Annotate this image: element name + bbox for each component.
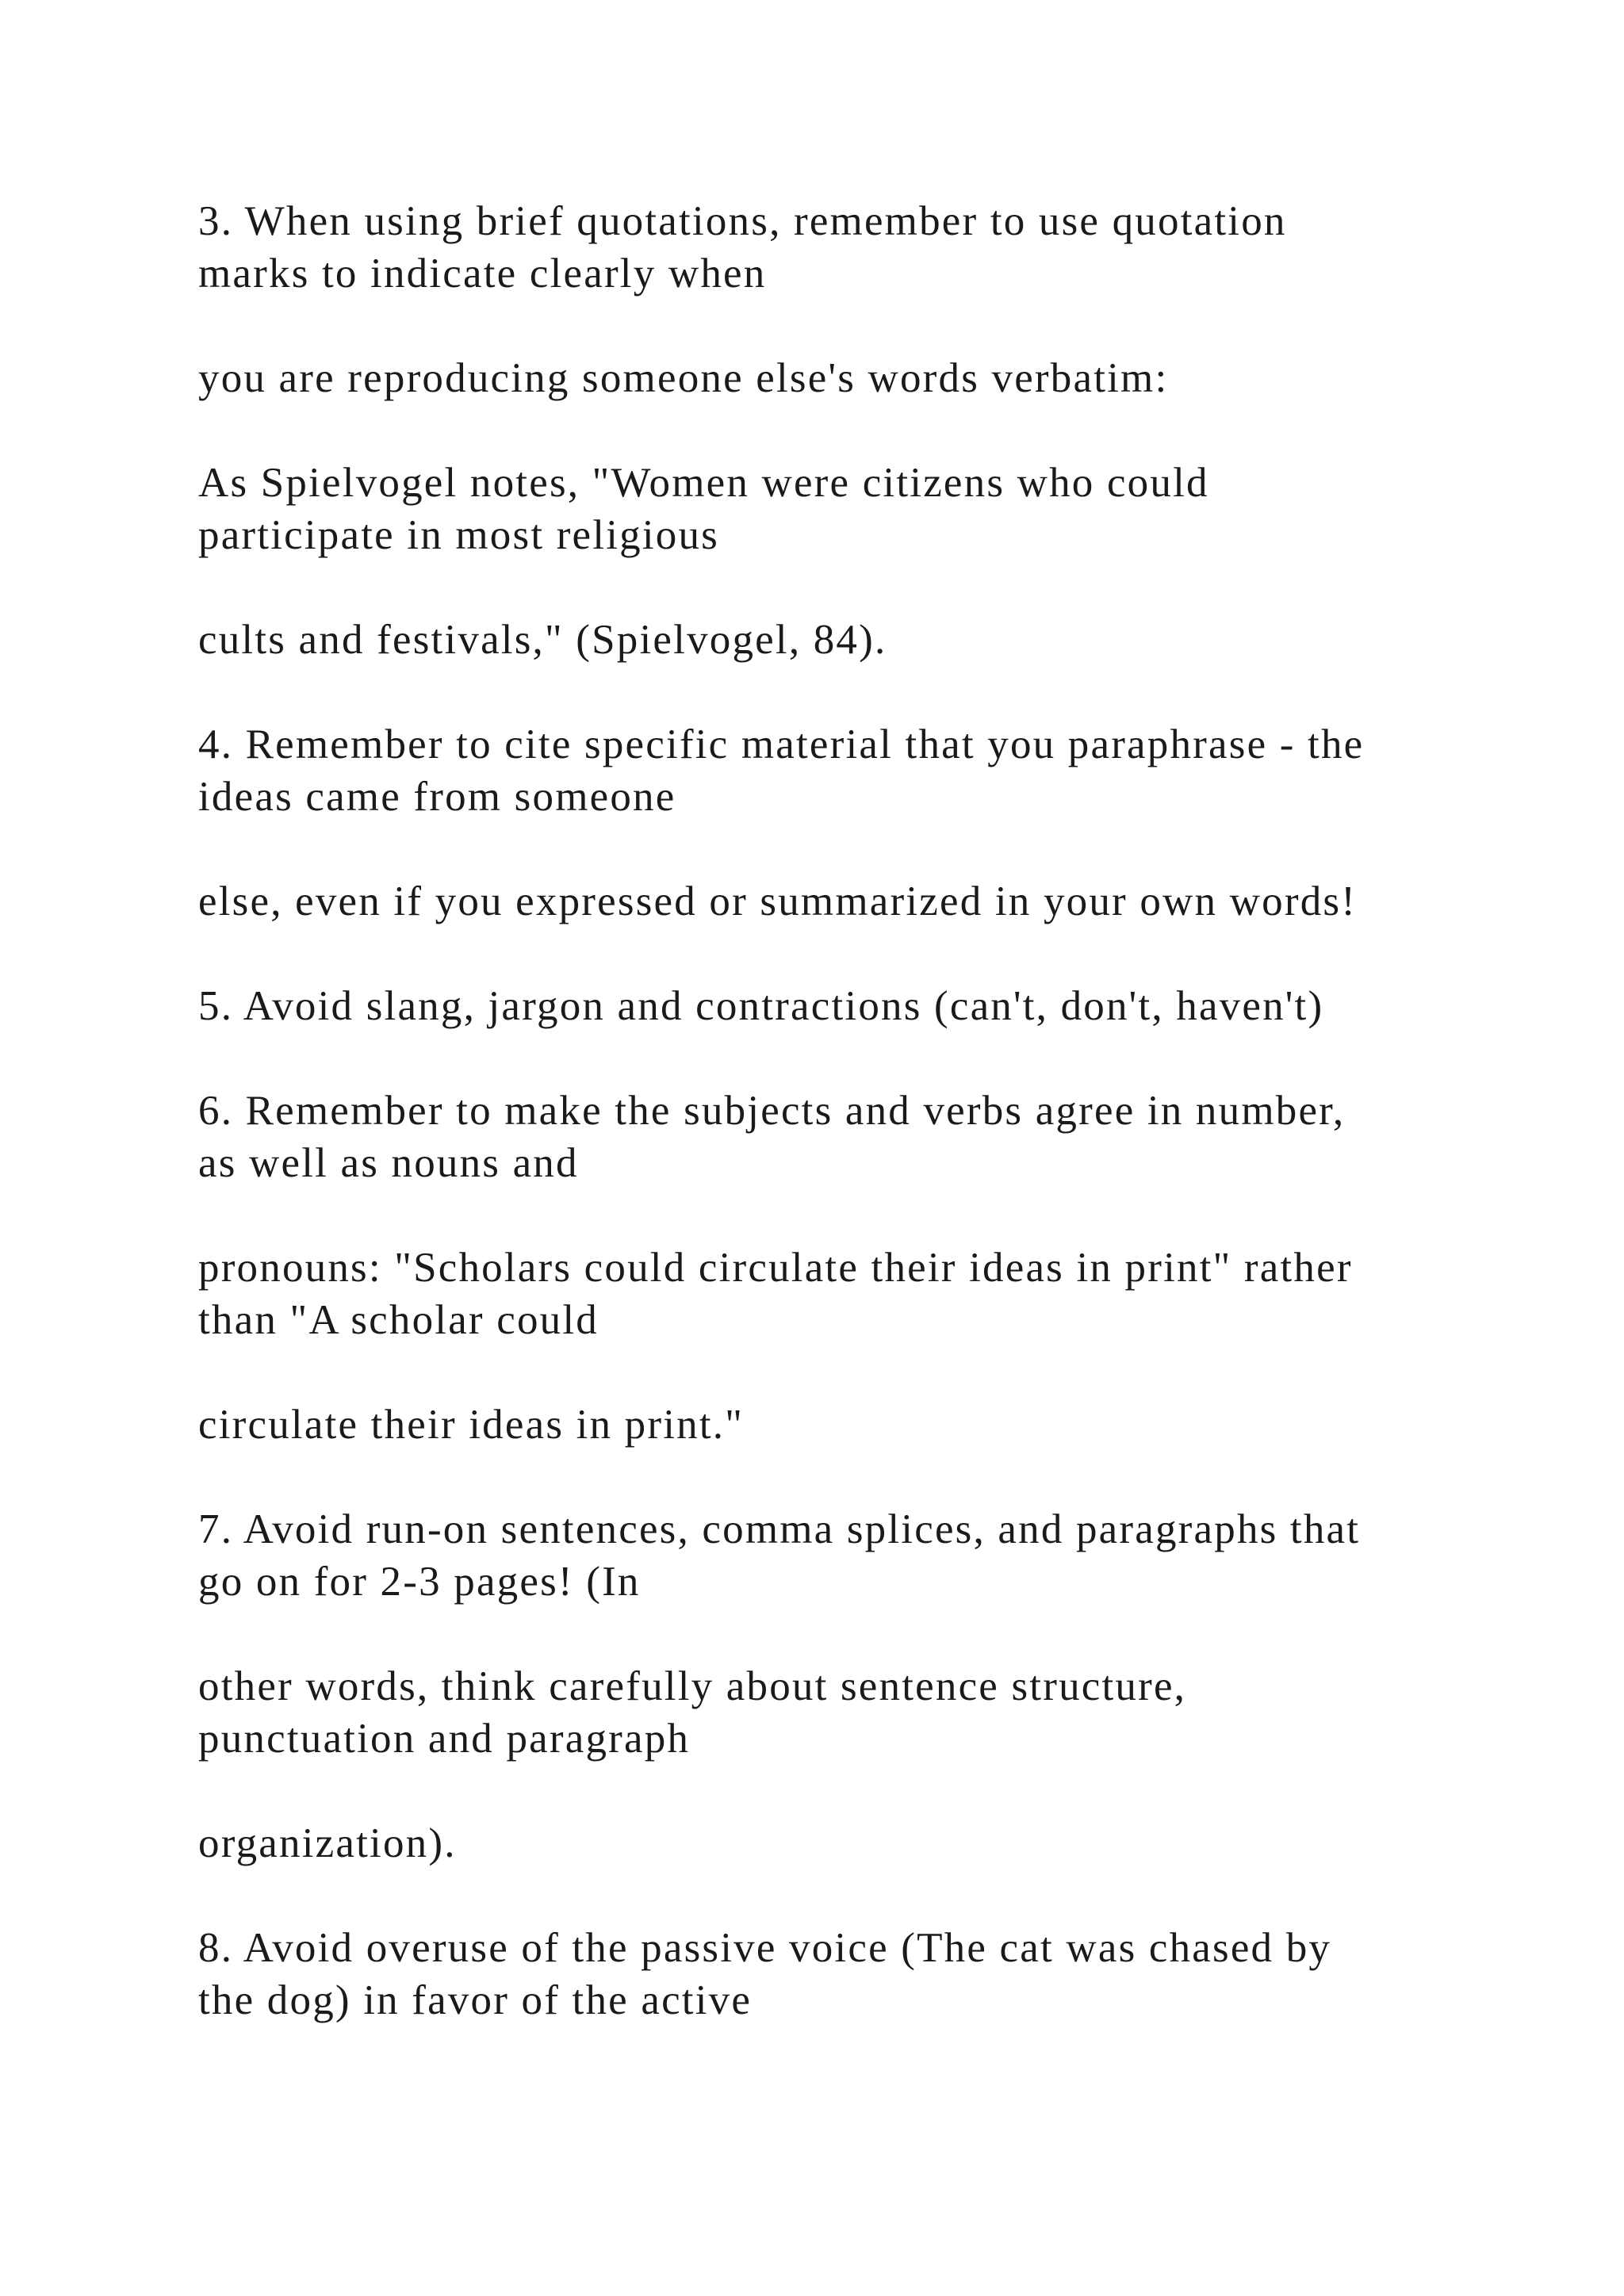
text-line: circulate their ideas in print." bbox=[198, 1402, 745, 1448]
text-line: the dog) in favor of the active bbox=[198, 1977, 753, 2023]
text-line: 7. Avoid run-on sentences, comma splices, and paragraphs that bbox=[198, 1506, 1361, 1552]
text-line: pronouns: "Scholars could circulate their ideas in print" rather bbox=[198, 1245, 1353, 1291]
text-line: 3. When using brief quotations, remember to use quotation bbox=[198, 198, 1287, 244]
text-line: ideas came from someone bbox=[198, 774, 676, 820]
text-line: As Spielvogel notes, "Women were citizens who could bbox=[198, 460, 1209, 506]
text-line: as well as nouns and bbox=[198, 1140, 579, 1186]
text-line: organization). bbox=[198, 1820, 457, 1866]
text-line: 5. Avoid slang, jargon and contractions (can't, don't, haven't) bbox=[198, 983, 1324, 1029]
text-line: 4. Remember to cite specific material that you paraphrase - the bbox=[198, 721, 1365, 767]
text-line: 6. Remember to make the subjects and verbs agree in number, bbox=[198, 1088, 1346, 1134]
text-line: you are reproducing someone else's words verbatim: bbox=[198, 355, 1169, 401]
text-line: punctuation and paragraph bbox=[198, 1716, 691, 1762]
text-line: else, even if you expressed or summarized in your own words! bbox=[198, 878, 1358, 924]
text-line: cults and festivals," (Spielvogel, 84). bbox=[198, 617, 887, 663]
text-line: 8. Avoid overuse of the passive voice (The cat was chased by bbox=[198, 1925, 1332, 1971]
text-line: marks to indicate clearly when bbox=[198, 251, 767, 297]
text-line: other words, think carefully about sentence structure, bbox=[198, 1663, 1187, 1709]
text-line: than "A scholar could bbox=[198, 1297, 599, 1343]
text-line: participate in most religious bbox=[198, 512, 719, 558]
text-line: go on for 2-3 pages! (In bbox=[198, 1559, 641, 1605]
